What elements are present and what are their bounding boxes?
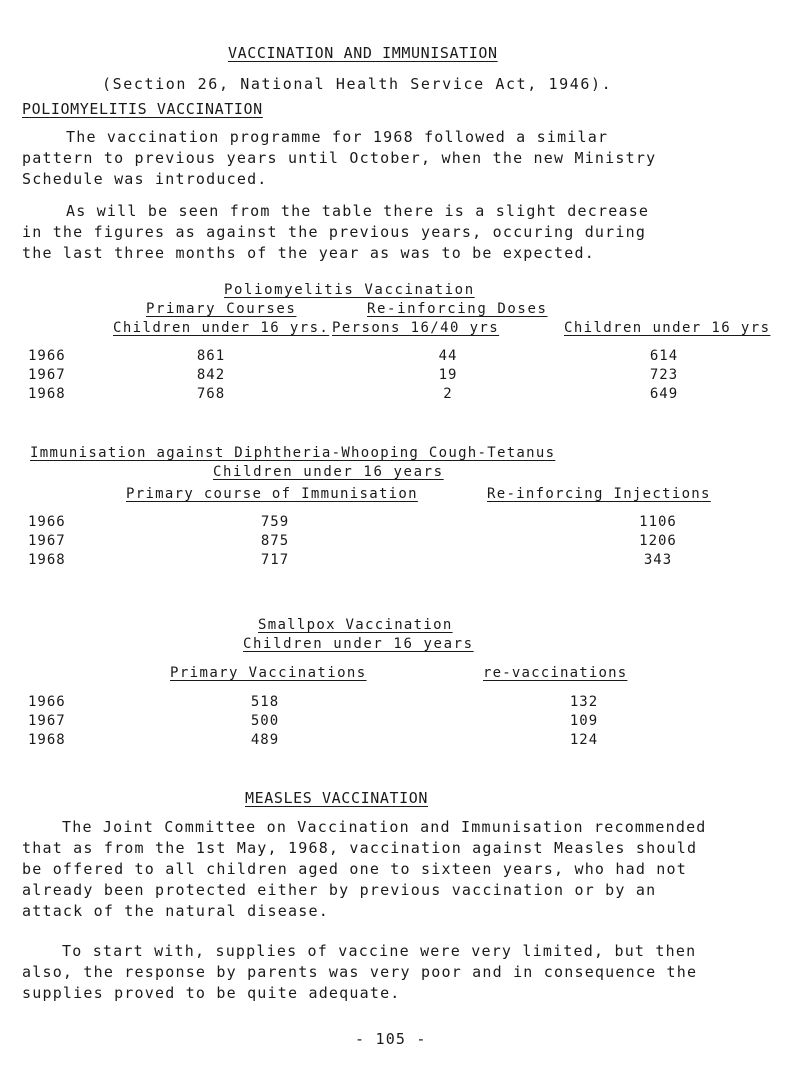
cell-primary: 759 xyxy=(260,514,290,530)
polio-group-reinforcing: Re-inforcing Doses xyxy=(367,301,548,317)
text-line: the last three months of the year as was to be expected. xyxy=(22,244,595,262)
polio-group-primary: Primary Courses xyxy=(146,301,297,317)
cell-primary: 875 xyxy=(260,533,290,549)
polio-table-title: Poliomyelitis Vaccination xyxy=(224,282,475,298)
polio-heading: POLIOMYELITIS VACCINATION xyxy=(22,100,263,118)
cell-revaccination: 132 xyxy=(569,694,599,710)
row-year: 1967 xyxy=(28,533,66,549)
cell-persons: 2 xyxy=(443,386,453,402)
page-title: VACCINATION AND IMMUNISATION xyxy=(228,44,498,62)
row-year: 1968 xyxy=(28,386,66,402)
smallpox-table-title: Smallpox Vaccination xyxy=(258,617,453,633)
cell-reinforcing: 649 xyxy=(649,386,679,402)
cell-primary: 861 xyxy=(196,348,226,364)
text-line: also, the response by parents was very poor and in consequence the xyxy=(22,963,698,981)
text-line: pattern to previous years until October, when the new Ministry xyxy=(22,149,657,167)
text-line: attack of the natural disease. xyxy=(22,902,329,920)
measles-heading: MEASLES VACCINATION xyxy=(245,789,428,807)
cell-primary: 518 xyxy=(250,694,280,710)
dtp-table-subtitle: Children under 16 years xyxy=(213,464,444,480)
cell-revaccination: 124 xyxy=(569,732,599,748)
dtp-table-title: Immunisation against Diphtheria-Whooping Cough-Tetanus xyxy=(30,445,556,461)
row-year: 1967 xyxy=(28,367,66,383)
page-number: - 105 - xyxy=(355,1030,427,1048)
row-year: 1966 xyxy=(28,348,66,364)
cell-primary: 489 xyxy=(250,732,280,748)
text-line: The Joint Committee on Vaccination and Immunisation recommended xyxy=(62,818,707,836)
polio-col-children: Children under 16 yrs. xyxy=(113,320,330,336)
cell-reinforcing: 343 xyxy=(643,552,673,568)
cell-reinforcing: 1206 xyxy=(639,533,677,549)
smallpox-table-subtitle: Children under 16 years xyxy=(243,636,474,652)
polio-col-persons: Persons 16/40 yrs xyxy=(332,320,500,336)
row-year: 1967 xyxy=(28,713,66,729)
smallpox-col-revaccinations: re-vaccinations xyxy=(483,665,628,681)
text-line: in the figures as against the previous years, occuring during xyxy=(22,223,647,241)
row-year: 1968 xyxy=(28,732,66,748)
measles-paragraph-1 xyxy=(22,817,792,922)
cell-reinforcing: 723 xyxy=(649,367,679,383)
cell-persons: 44 xyxy=(438,348,458,364)
polio-paragraph-1 xyxy=(22,127,792,190)
text-line: that as from the 1st May, 1968, vaccination against Measles should xyxy=(22,839,698,857)
text-line: Schedule was introduced. xyxy=(22,170,268,188)
dtp-col-reinforcing: Re-inforcing Injections xyxy=(487,486,711,502)
cell-revaccination: 109 xyxy=(569,713,599,729)
text-line: already been protected either by previous vaccination or by an xyxy=(22,881,657,899)
row-year: 1966 xyxy=(28,514,66,530)
dtp-col-primary: Primary course of Immunisation xyxy=(126,486,418,502)
cell-primary: 717 xyxy=(260,552,290,568)
cell-persons: 19 xyxy=(438,367,458,383)
cell-reinforcing: 1106 xyxy=(639,514,677,530)
row-year: 1968 xyxy=(28,552,66,568)
measles-paragraph-2 xyxy=(22,941,792,1004)
act-reference: (Section 26, National Health Service Act, 1946). xyxy=(102,75,613,93)
cell-reinforcing: 614 xyxy=(649,348,679,364)
polio-paragraph-2 xyxy=(22,201,792,264)
cell-primary: 768 xyxy=(196,386,226,402)
row-year: 1966 xyxy=(28,694,66,710)
text-line: To start with, supplies of vaccine were very limited, but then xyxy=(62,942,697,960)
text-line: The vaccination programme for 1968 followed a similar xyxy=(66,128,609,146)
polio-col-reinforcing-children: Children under 16 yrs xyxy=(564,320,771,336)
smallpox-col-primary: Primary Vaccinations xyxy=(170,665,367,681)
text-line: As will be seen from the table there is a slight decrease xyxy=(66,202,650,220)
cell-primary: 500 xyxy=(250,713,280,729)
cell-primary: 842 xyxy=(196,367,226,383)
text-line: be offered to all children aged one to sixteen years, who had not xyxy=(22,860,687,878)
text-line: supplies proved to be quite adequate. xyxy=(22,984,401,1002)
